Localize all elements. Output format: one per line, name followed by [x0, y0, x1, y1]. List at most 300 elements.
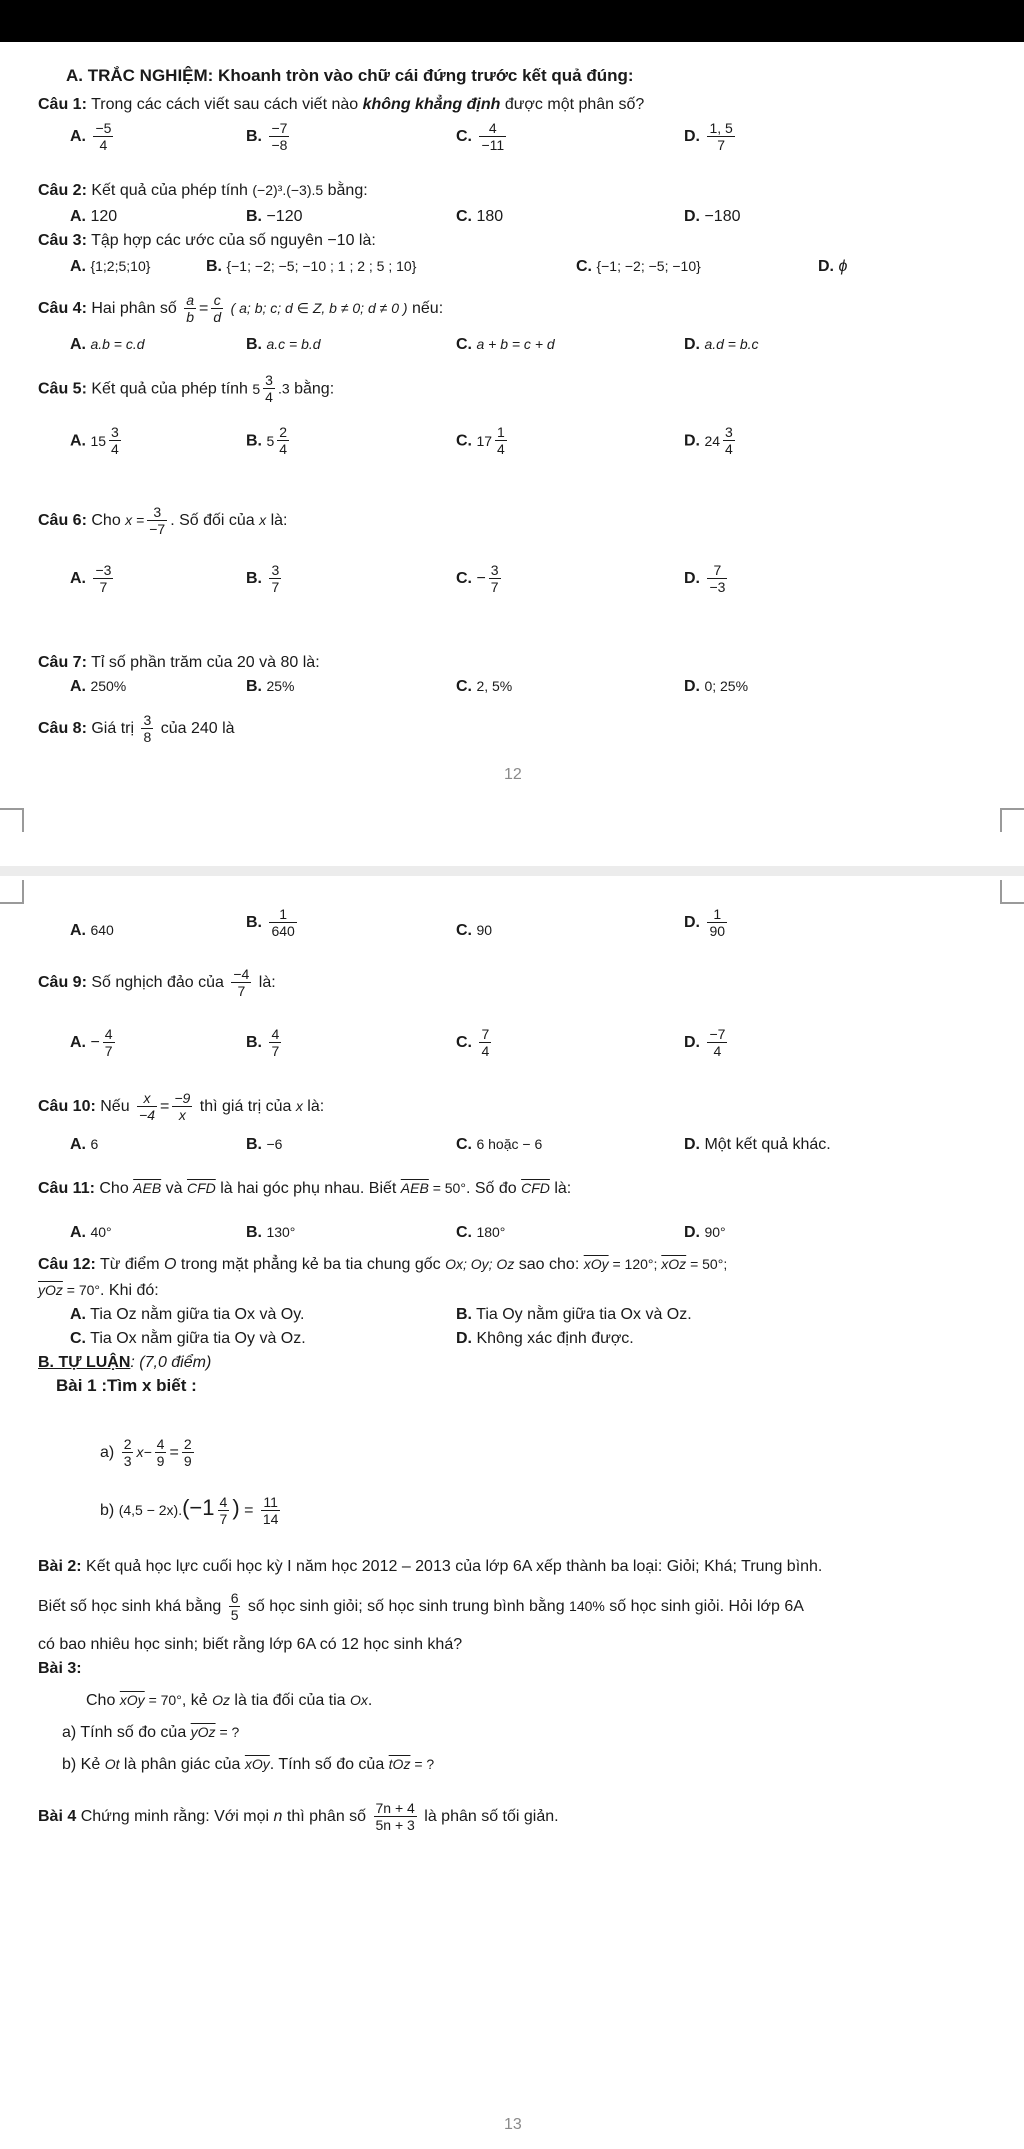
option-value: 640 — [90, 922, 114, 938]
bai2-text-2b: số học sinh giỏi; số học sinh trung bình bằng — [243, 1597, 570, 1615]
q1-option-a[interactable] — [70, 120, 116, 153]
denominator: 7 — [490, 579, 499, 596]
q8-option-a[interactable] — [70, 922, 114, 940]
q6-text-a: Cho — [91, 511, 126, 529]
q12-option-c[interactable] — [70, 1330, 306, 1348]
q9-text-a: Số nghịch đảo của — [91, 973, 229, 991]
fraction — [269, 1026, 281, 1059]
point-o: O — [164, 1256, 177, 1273]
fraction — [103, 1026, 115, 1059]
q4-option-b[interactable] — [246, 336, 321, 354]
denominator: 7 — [271, 1043, 280, 1060]
page-corner-mark — [0, 880, 24, 904]
q11-option-a[interactable] — [70, 1224, 112, 1242]
option-value: a.b = c.d — [90, 336, 145, 352]
q10-text-c: là: — [302, 1097, 325, 1115]
bai4-text-a: Chứng minh rằng: Với mọi — [76, 1807, 274, 1825]
option-value: 180 — [476, 208, 504, 225]
q9-text-b: là: — [254, 973, 276, 991]
q6-label: Câu 6: — [38, 511, 87, 529]
q11-text-b: và — [161, 1180, 187, 1197]
q11-text-a: Cho — [99, 1180, 134, 1197]
denominator: 7 — [717, 137, 726, 154]
numerator: −7 — [709, 1026, 726, 1042]
variable-x: x = — [125, 511, 145, 528]
page-corner-mark — [0, 808, 24, 832]
fraction — [229, 1590, 241, 1623]
option-key: C. — [456, 1136, 472, 1153]
numerator: 7 — [481, 1026, 490, 1042]
ray-oz: Oz — [212, 1692, 230, 1708]
variable-x: x — [295, 1097, 303, 1114]
numerator: −5 — [95, 120, 112, 136]
bai3-text-1b: , kẻ — [181, 1692, 213, 1709]
fraction — [374, 1800, 417, 1833]
q7-label: Câu 7: — [38, 654, 87, 671]
question-9 — [38, 966, 276, 999]
denominator: 5 — [230, 1607, 239, 1624]
q8-text-a: Giá trị — [91, 719, 139, 737]
q11-option-b[interactable] — [246, 1224, 295, 1242]
option-key: A. — [70, 127, 86, 145]
option-key: A. — [70, 569, 86, 587]
question-12-cont — [38, 1282, 159, 1300]
q7-option-c[interactable] — [456, 678, 512, 696]
fraction — [211, 292, 223, 325]
q5-tail: .3 — [277, 380, 290, 397]
option-value: 90° — [704, 1224, 726, 1240]
q2-option-c[interactable] — [456, 208, 503, 226]
option-value: Tia Oy nằm giữa tia Ox và Oz. — [476, 1306, 692, 1323]
numerator: 3 — [490, 562, 499, 578]
option-key: B. — [246, 1224, 262, 1241]
q4-text-a: Hai phân số — [91, 299, 182, 317]
q9-option-a[interactable] — [70, 1026, 118, 1059]
option-key: A. — [70, 1306, 86, 1323]
numerator: x — [137, 1090, 157, 1107]
denominator: −11 — [481, 137, 505, 154]
denominator: d — [213, 309, 222, 326]
q10-option-b[interactable] — [246, 1136, 282, 1154]
option-key: C. — [456, 1224, 472, 1241]
numerator: 4 — [219, 1494, 228, 1510]
q11-option-d[interactable] — [684, 1224, 726, 1242]
angle-toz: $\overline{tOz}$ — [388, 1756, 411, 1772]
q1-option-d[interactable] — [684, 120, 738, 153]
fraction — [707, 906, 727, 939]
denominator: 4 — [111, 441, 119, 458]
q7-option-b[interactable] — [246, 678, 294, 696]
q11-label: Câu 11: — [38, 1180, 95, 1197]
q3-option-c[interactable] — [576, 258, 701, 276]
q7-option-a[interactable] — [70, 678, 126, 696]
option-key: D. — [684, 1033, 700, 1051]
option-key: A. — [70, 258, 86, 275]
q11-option-c[interactable] — [456, 1224, 505, 1242]
denominator: 4 — [725, 441, 733, 458]
q8-option-b[interactable] — [246, 906, 300, 939]
q2-label: Câu 2: — [38, 182, 87, 199]
q12-option-b[interactable] — [456, 1306, 692, 1324]
bai3-text-3a: b) Kẻ — [62, 1756, 105, 1773]
question-12 — [38, 1256, 727, 1274]
option-value: 0; 25% — [704, 678, 749, 694]
section-b-label: B. TỰ LUẬN — [38, 1354, 131, 1371]
option-key: D. — [684, 127, 700, 145]
angle-yoz: $\overline{yOz}$ — [38, 1282, 63, 1298]
fraction — [109, 424, 121, 457]
q3-text: Tập hợp các ước của số nguyên −10 là: — [91, 232, 376, 249]
bai3-text-3d: = ? — [410, 1756, 435, 1772]
denominator: 5n + 3 — [375, 1817, 415, 1834]
option-key: D. — [684, 913, 700, 931]
option-key: B. — [206, 258, 222, 275]
option-value: 90 — [476, 922, 493, 938]
option-value: 25% — [266, 678, 295, 694]
q12-option-a[interactable] — [70, 1306, 304, 1324]
option-value: Tia Ox nằm giữa tia Oy và Oz. — [90, 1330, 306, 1347]
whole-part: 17 — [476, 432, 493, 449]
fraction — [723, 424, 735, 457]
question-6 — [38, 504, 288, 537]
numerator: 11 — [261, 1494, 281, 1511]
option-key: C. — [456, 569, 472, 587]
bai3-value: = 70° — [144, 1692, 182, 1708]
fraction — [263, 372, 275, 405]
option-key: A. — [70, 432, 86, 450]
option-key: D. — [456, 1330, 472, 1347]
q1-emphasis: không khẳng định — [362, 96, 501, 113]
option-key: D. — [684, 208, 700, 225]
q5-text-b: bằng: — [289, 380, 335, 398]
option-key: D. — [684, 1136, 700, 1153]
q12-option-d[interactable] — [456, 1330, 634, 1348]
numerator: 3 — [265, 372, 273, 388]
q3-label: Câu 3: — [38, 232, 87, 249]
numerator: c — [211, 292, 223, 309]
fraction — [172, 1090, 192, 1123]
fraction — [479, 1026, 491, 1059]
option-value: 180° — [476, 1224, 506, 1240]
option-key: B. — [246, 432, 262, 450]
option-key: A. — [70, 336, 86, 353]
option-value: ϕ — [838, 258, 848, 275]
numerator: 3 — [147, 504, 167, 521]
bai3-text-2b: = ? — [215, 1724, 240, 1740]
fraction — [269, 906, 296, 939]
option-value: 120 — [90, 208, 118, 225]
bai4-text-b: thì phân số — [282, 1807, 371, 1825]
mixed-number — [476, 424, 509, 457]
sign: − — [476, 569, 486, 587]
q8-option-c[interactable] — [456, 922, 492, 940]
option-value: Một kết quả khác. — [704, 1136, 831, 1153]
option-value: 130° — [266, 1224, 296, 1240]
q10-option-a[interactable] — [70, 1136, 98, 1154]
bai3-line-2 — [62, 1724, 239, 1742]
variable-n: n — [273, 1807, 283, 1825]
q7-option-d[interactable] — [684, 678, 748, 696]
angle-cfd: $\overline{CFD}$ — [186, 1180, 216, 1196]
fraction — [495, 424, 507, 457]
q3-option-b[interactable] — [206, 258, 416, 276]
page-number-13: 13 — [504, 2116, 522, 2133]
q4-text-b: nếu: — [407, 299, 444, 317]
whole-part: 5 — [266, 432, 275, 449]
denominator: 8 — [143, 729, 152, 746]
q1-label: Câu 1: — [38, 96, 87, 113]
bai1-title: Bài 1 :Tìm x biết : — [56, 1376, 197, 1395]
option-key: D. — [684, 569, 700, 587]
denominator: −4 — [139, 1107, 156, 1124]
page-corner-mark — [1000, 808, 1024, 832]
fraction — [707, 1026, 727, 1059]
bai1-part-a — [100, 1436, 197, 1469]
question-10 — [38, 1090, 324, 1123]
denominator: 640 — [271, 923, 295, 940]
page-number-12: 12 — [504, 766, 522, 783]
q1-option-c[interactable] — [456, 120, 509, 153]
q12-text-d: . Khi đó: — [100, 1282, 159, 1299]
fraction — [269, 120, 289, 153]
q4-option-a[interactable] — [70, 336, 145, 354]
bai2-percent: 140% — [569, 1597, 605, 1614]
denominator: −8 — [271, 137, 288, 154]
q12-value-3: = 70° — [62, 1282, 101, 1298]
question-5 — [38, 372, 334, 405]
option-key: B. — [246, 1033, 262, 1051]
mixed-number — [90, 424, 123, 457]
angle-xoy: $\overline{xOy}$ — [244, 1756, 270, 1772]
denominator: 9 — [183, 1453, 192, 1470]
q10-label: Câu 10: — [38, 1097, 96, 1115]
option-value: 250% — [90, 678, 127, 694]
q2-option-a[interactable] — [70, 208, 117, 226]
option-key: C. — [456, 127, 472, 145]
fraction — [707, 562, 727, 595]
bai2-line-2 — [38, 1590, 804, 1623]
denominator: 7 — [271, 579, 280, 596]
fraction — [277, 424, 289, 457]
numerator: 1 — [497, 424, 505, 440]
q6-text-c: là: — [266, 511, 288, 529]
denominator: 4 — [265, 389, 273, 406]
whole-part: 24 — [704, 432, 721, 449]
q4-option-c[interactable] — [456, 336, 555, 354]
fraction — [489, 562, 501, 595]
option-value: 6 — [90, 1136, 99, 1152]
angle-aeb: $\overline{AEB}$ — [133, 1180, 162, 1196]
term-1: (4,5 − 2x). — [118, 1501, 183, 1518]
section-a-title: A. TRẮC NGHIỆM: Khoanh tròn vào chữ cái đứng trước kết quả đúng: — [66, 66, 634, 85]
q5-option-b[interactable] — [246, 424, 292, 457]
q9-option-b[interactable] — [246, 1026, 284, 1059]
numerator: a — [186, 292, 194, 308]
option-key: C. — [456, 336, 472, 353]
bai3-line-1 — [86, 1692, 372, 1710]
numerator: −7 — [271, 120, 288, 136]
option-value: 40° — [90, 1224, 112, 1240]
question-2 — [38, 182, 368, 200]
bai4 — [38, 1800, 559, 1833]
denominator: −7 — [149, 521, 166, 538]
q12-label: Câu 12: — [38, 1256, 96, 1273]
fraction — [218, 1494, 230, 1527]
mixed-number — [252, 372, 278, 405]
option-key: A. — [70, 1136, 86, 1153]
option-key: B. — [246, 336, 262, 353]
denominator: −3 — [709, 579, 726, 596]
part-key: a) — [100, 1443, 115, 1461]
numerator: 4 — [479, 120, 506, 137]
bai3-text-3b: là phân giác của — [119, 1756, 245, 1773]
numerator: 6 — [230, 1590, 239, 1606]
q2-option-d[interactable] — [684, 208, 741, 226]
q5-option-c[interactable] — [456, 424, 510, 457]
option-value: a.d = b.c — [704, 336, 759, 352]
denominator: b — [186, 309, 194, 326]
question-4 — [38, 292, 443, 325]
q9-option-c[interactable] — [456, 1026, 494, 1059]
variable-x: x — [259, 511, 267, 528]
q6-option-d[interactable] — [684, 562, 730, 595]
equals-sign: = — [239, 1501, 258, 1519]
question-7 — [38, 654, 320, 672]
option-value: {1;2;5;10} — [90, 258, 151, 274]
denominator: 4 — [497, 441, 505, 458]
numerator: 4 — [104, 1026, 113, 1042]
whole-part: 5 — [252, 380, 261, 397]
numerator: 1, 5 — [709, 120, 733, 136]
option-key: C. — [456, 1033, 472, 1051]
q3-option-a[interactable] — [70, 258, 150, 276]
numerator: 4 — [156, 1436, 165, 1452]
denominator: 7 — [104, 1043, 113, 1060]
fraction — [155, 1436, 167, 1469]
denominator: 3 — [123, 1453, 132, 1470]
page-corner-mark — [1000, 880, 1024, 904]
q5-option-d[interactable] — [684, 424, 738, 457]
bai3-text-1c: là tia đối của tia — [229, 1692, 351, 1709]
section-b-title — [38, 1354, 211, 1372]
q12-value-1: = 120°; — [608, 1256, 662, 1272]
option-key: C. — [70, 1330, 86, 1347]
option-key: B. — [246, 208, 262, 225]
paren-close: ) — [232, 1494, 240, 1520]
q6-option-b[interactable] — [246, 562, 284, 595]
option-key: D. — [818, 258, 834, 275]
numerator: 2 — [279, 424, 288, 440]
numerator: 1 — [707, 906, 727, 923]
bai4-label: Bài 4 — [38, 1807, 77, 1825]
q2-text-a: Kết quả của phép tính — [91, 182, 253, 199]
numerator: 3 — [111, 424, 119, 440]
sign: − — [90, 1033, 100, 1051]
q10-option-c[interactable] — [456, 1136, 542, 1154]
q12-value-2: = 50°; — [686, 1256, 728, 1272]
q8-label: Câu 8: — [38, 719, 87, 737]
option-key: D. — [684, 678, 700, 695]
q11-text-d: . Số đo — [465, 1180, 522, 1197]
bai3-text-3c: . Tính số đo của — [269, 1756, 389, 1773]
q5-option-a[interactable] — [70, 424, 124, 457]
part-key: b) — [100, 1501, 115, 1519]
denominator: x — [178, 1107, 186, 1124]
q10-option-d[interactable] — [684, 1136, 831, 1154]
q10-text-b: thì giá trị của — [195, 1097, 296, 1115]
q12-rays: Ox; Oy; Oz — [445, 1256, 515, 1272]
q4-option-d[interactable] — [684, 336, 759, 354]
fraction — [269, 562, 281, 595]
angle-xoz: $\overline{xOz}$ — [661, 1256, 687, 1272]
q2-text-b: bằng: — [323, 182, 368, 199]
option-key: C. — [456, 678, 472, 695]
fraction — [707, 120, 734, 153]
numerator: −3 — [95, 562, 112, 578]
numerator: 2 — [123, 1436, 132, 1452]
option-key: A. — [70, 922, 86, 939]
option-key: D. — [684, 1224, 700, 1241]
q9-option-d[interactable] — [684, 1026, 730, 1059]
ray-ot: Ot — [104, 1756, 120, 1772]
q5-label: Câu 5: — [38, 380, 87, 398]
q7-text: Tỉ số phần trăm của 20 và 80 là: — [91, 654, 320, 671]
denominator: 9 — [156, 1453, 165, 1470]
mixed-number — [266, 424, 292, 457]
option-key: C. — [456, 208, 472, 225]
q12-text-c: sao cho: — [514, 1256, 584, 1273]
numerator: 7n + 4 — [375, 1800, 415, 1816]
question-11 — [38, 1180, 571, 1198]
q8-option-d[interactable] — [684, 906, 730, 939]
numerator: 3 — [725, 424, 733, 440]
mixed-number — [704, 424, 737, 457]
fraction — [147, 504, 167, 537]
q2-option-b[interactable] — [246, 208, 303, 226]
numerator: 3 — [271, 562, 280, 578]
question-8 — [38, 712, 235, 745]
q1-text-b: được một phân số? — [500, 96, 645, 113]
fraction — [137, 1090, 157, 1123]
numerator: 2 — [183, 1436, 192, 1452]
q12-text-b: trong mặt phẳng kẻ ba tia chung gốc — [176, 1256, 446, 1273]
q3-option-d[interactable] — [818, 258, 847, 276]
angle-yoz: $\overline{yOz}$ — [190, 1724, 216, 1740]
option-value: 2, 5% — [476, 678, 513, 694]
fraction — [231, 966, 251, 999]
q8-text-b: của 240 là — [156, 719, 235, 737]
option-value: a.c = b.d — [266, 336, 321, 352]
bai1-part-b — [100, 1494, 283, 1527]
q6-option-a[interactable] — [70, 562, 116, 595]
option-key: B. — [246, 678, 262, 695]
denominator: 7 — [99, 579, 108, 596]
q9-label: Câu 9: — [38, 973, 87, 991]
q4-condition: ( a; b; c; d ∈ Z, b ≠ 0; d ≠ 0 ) — [230, 299, 408, 316]
bai3-text-2a: a) Tính số đo của — [62, 1724, 191, 1741]
option-key: D. — [684, 336, 700, 353]
numerator: −4 — [233, 966, 250, 982]
angle-cfd: $\overline{CFD}$ — [521, 1180, 550, 1196]
angle-aeb: $\overline{AEB}$ — [400, 1180, 429, 1196]
q6-option-c[interactable] — [456, 562, 504, 595]
equals-sign: = — [199, 299, 209, 317]
denominator: 4 — [99, 137, 108, 154]
q10-text-a: Nếu — [100, 1097, 135, 1115]
option-value: −6 — [266, 1136, 283, 1152]
q1-option-b[interactable] — [246, 120, 292, 153]
q1-text-a: Trong các cách viết sau cách viết nào — [91, 96, 363, 113]
